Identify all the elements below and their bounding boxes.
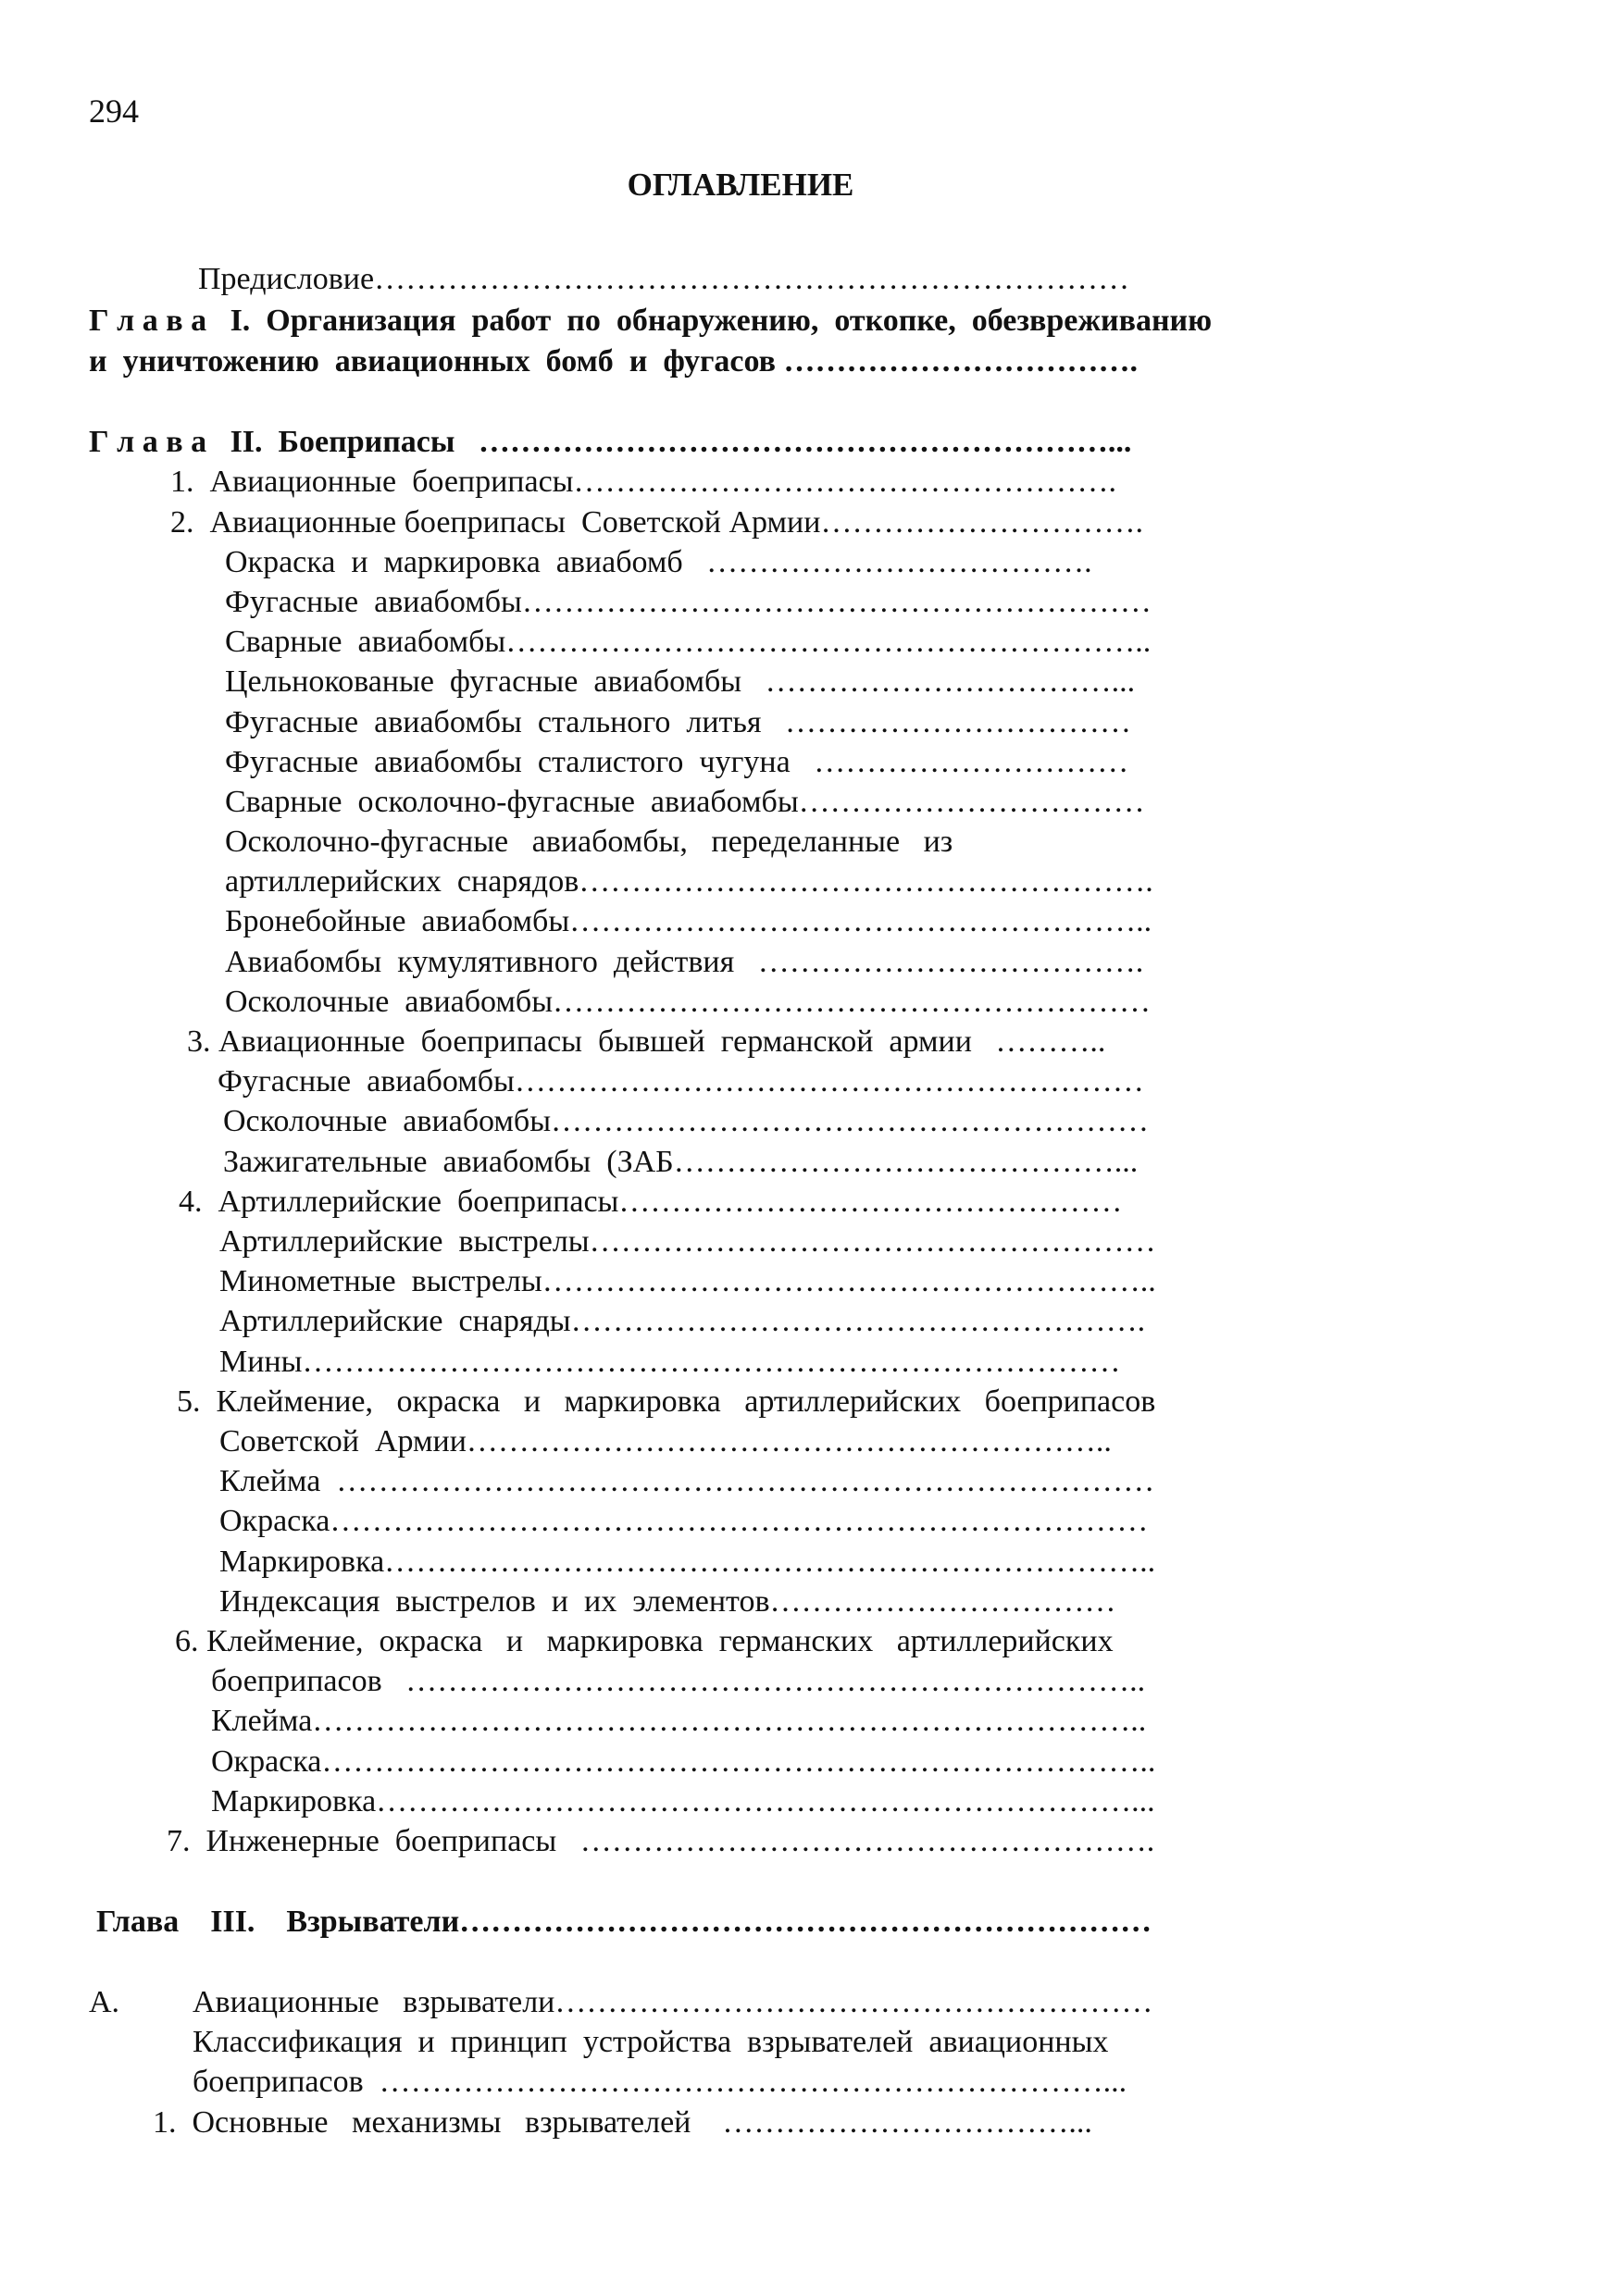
- toc-line: Артиллерийские снаряды……………………………………………….: [219, 1304, 1146, 1338]
- toc-line: Клейма ……………………………………………………………………: [219, 1464, 1155, 1498]
- toc-line-chapter-1-cont: и уничтожению авиационных бомб и фугасов …………………………….: [89, 344, 1139, 379]
- toc-line-preface: Предисловие………………………………………………………………: [198, 262, 1130, 296]
- toc-line: Сварные авиабомбы……………………………………………………..: [225, 625, 1152, 659]
- toc-line-section-marker: А.: [89, 1985, 120, 2019]
- toc-line: боеприпасов ……………………………………………………………..: [211, 1664, 1146, 1698]
- toc-line: Фугасные авиабомбы……………………………………………………: [225, 585, 1152, 619]
- toc-line: Фугасные авиабомбы……………………………………………………: [218, 1064, 1144, 1098]
- page-number: 294: [89, 93, 139, 130]
- toc-line: Авиабомбы кумулятивного действия ……………………………….: [225, 945, 1144, 979]
- toc-line: Мины……………………………………………………………………: [219, 1345, 1121, 1379]
- toc-line-chapter-3: Глава III. Взрыватели…………………………………………………………: [96, 1905, 1152, 1939]
- toc-line: Минометные выстрелы…………………………………………………..: [219, 1264, 1156, 1298]
- toc-line: 5. Клеймение, окраска и маркировка артиллерийских боеприпасов: [177, 1384, 1156, 1419]
- toc-line: Маркировка………………………………………………………………..: [219, 1545, 1156, 1579]
- toc-line: Осколочные авиабомбы…………………………………………………: [223, 1104, 1150, 1138]
- toc-line: 6. Клеймение, окраска и маркировка германских артиллерийских: [175, 1624, 1114, 1658]
- toc-line: Бронебойные авиабомбы………………………………………………..: [225, 904, 1152, 938]
- toc-line: 1. Основные механизмы взрывателей ……………………………...: [153, 2105, 1092, 2140]
- toc-line: 3. Авиационные боеприпасы бывшей германской армии ………..: [187, 1024, 1106, 1059]
- toc-line: Окраска……………………………………………………………………..: [211, 1744, 1156, 1779]
- toc-line-chapter-2: Г л а в а II. Боеприпасы ……………………………………………………...: [89, 425, 1132, 459]
- toc-line: Фугасные авиабомбы сталистого чугуна …………………………: [225, 745, 1129, 779]
- toc-line: Цельнокованые фугасные авиабомбы ……………………………...: [225, 664, 1136, 699]
- toc-line: 7. Инженерные боеприпасы ……………………………………………….: [167, 1824, 1155, 1858]
- toc-line: Зажигательные авиабомбы (ЗАБ……………………………………...: [223, 1145, 1139, 1179]
- toc-line: Авиационные взрыватели…………………………………………………: [193, 1985, 1153, 2019]
- toc-line: Фугасные авиабомбы стального литья ……………………………: [225, 705, 1132, 739]
- toc-line: артиллерийских снарядов……………………………………………….: [225, 864, 1153, 899]
- toc-line-chapter-1: Г л а в а I. Организация работ по обнаружению, откопке, обезвреживанию: [89, 304, 1213, 338]
- page-title: ОГЛАВЛЕНИЕ: [627, 167, 854, 203]
- toc-line: Клейма……………………………………………………………………..: [211, 1704, 1147, 1738]
- toc-line: Осколочные авиабомбы…………………………………………………: [225, 985, 1152, 1019]
- toc-line: Окраска……………………………………………………………………: [219, 1504, 1149, 1538]
- toc-line: боеприпасов ……………………………………………………………...: [193, 2065, 1127, 2099]
- toc-line: Сварные осколочно-фугасные авиабомбы……………………………: [225, 785, 1145, 819]
- toc-line: Маркировка………………………………………………………………...: [211, 1784, 1155, 1818]
- toc-line: Советской Армии……………………………………………………..: [219, 1424, 1112, 1458]
- toc-line: Классификация и принцип устройства взрывателей авиационных: [193, 2025, 1109, 2059]
- toc-line: Окраска и маркировка авиабомб ……………………………….: [225, 545, 1092, 579]
- toc-line: Артиллерийские выстрелы………………………………………………: [219, 1224, 1156, 1259]
- toc-line: 4. Артиллерийские боеприпасы…………………………………………: [179, 1185, 1123, 1219]
- toc-line: Индексация выстрелов и их элементов……………………………: [219, 1584, 1116, 1619]
- toc-line: 2. Авиационные боеприпасы Советской Армии………………………….: [170, 505, 1143, 540]
- toc-line: Осколочно-фугасные авиабомбы, переделанные из: [225, 825, 953, 859]
- toc-line: 1. Авиационные боеприпасы…………………………………………….: [170, 465, 1117, 499]
